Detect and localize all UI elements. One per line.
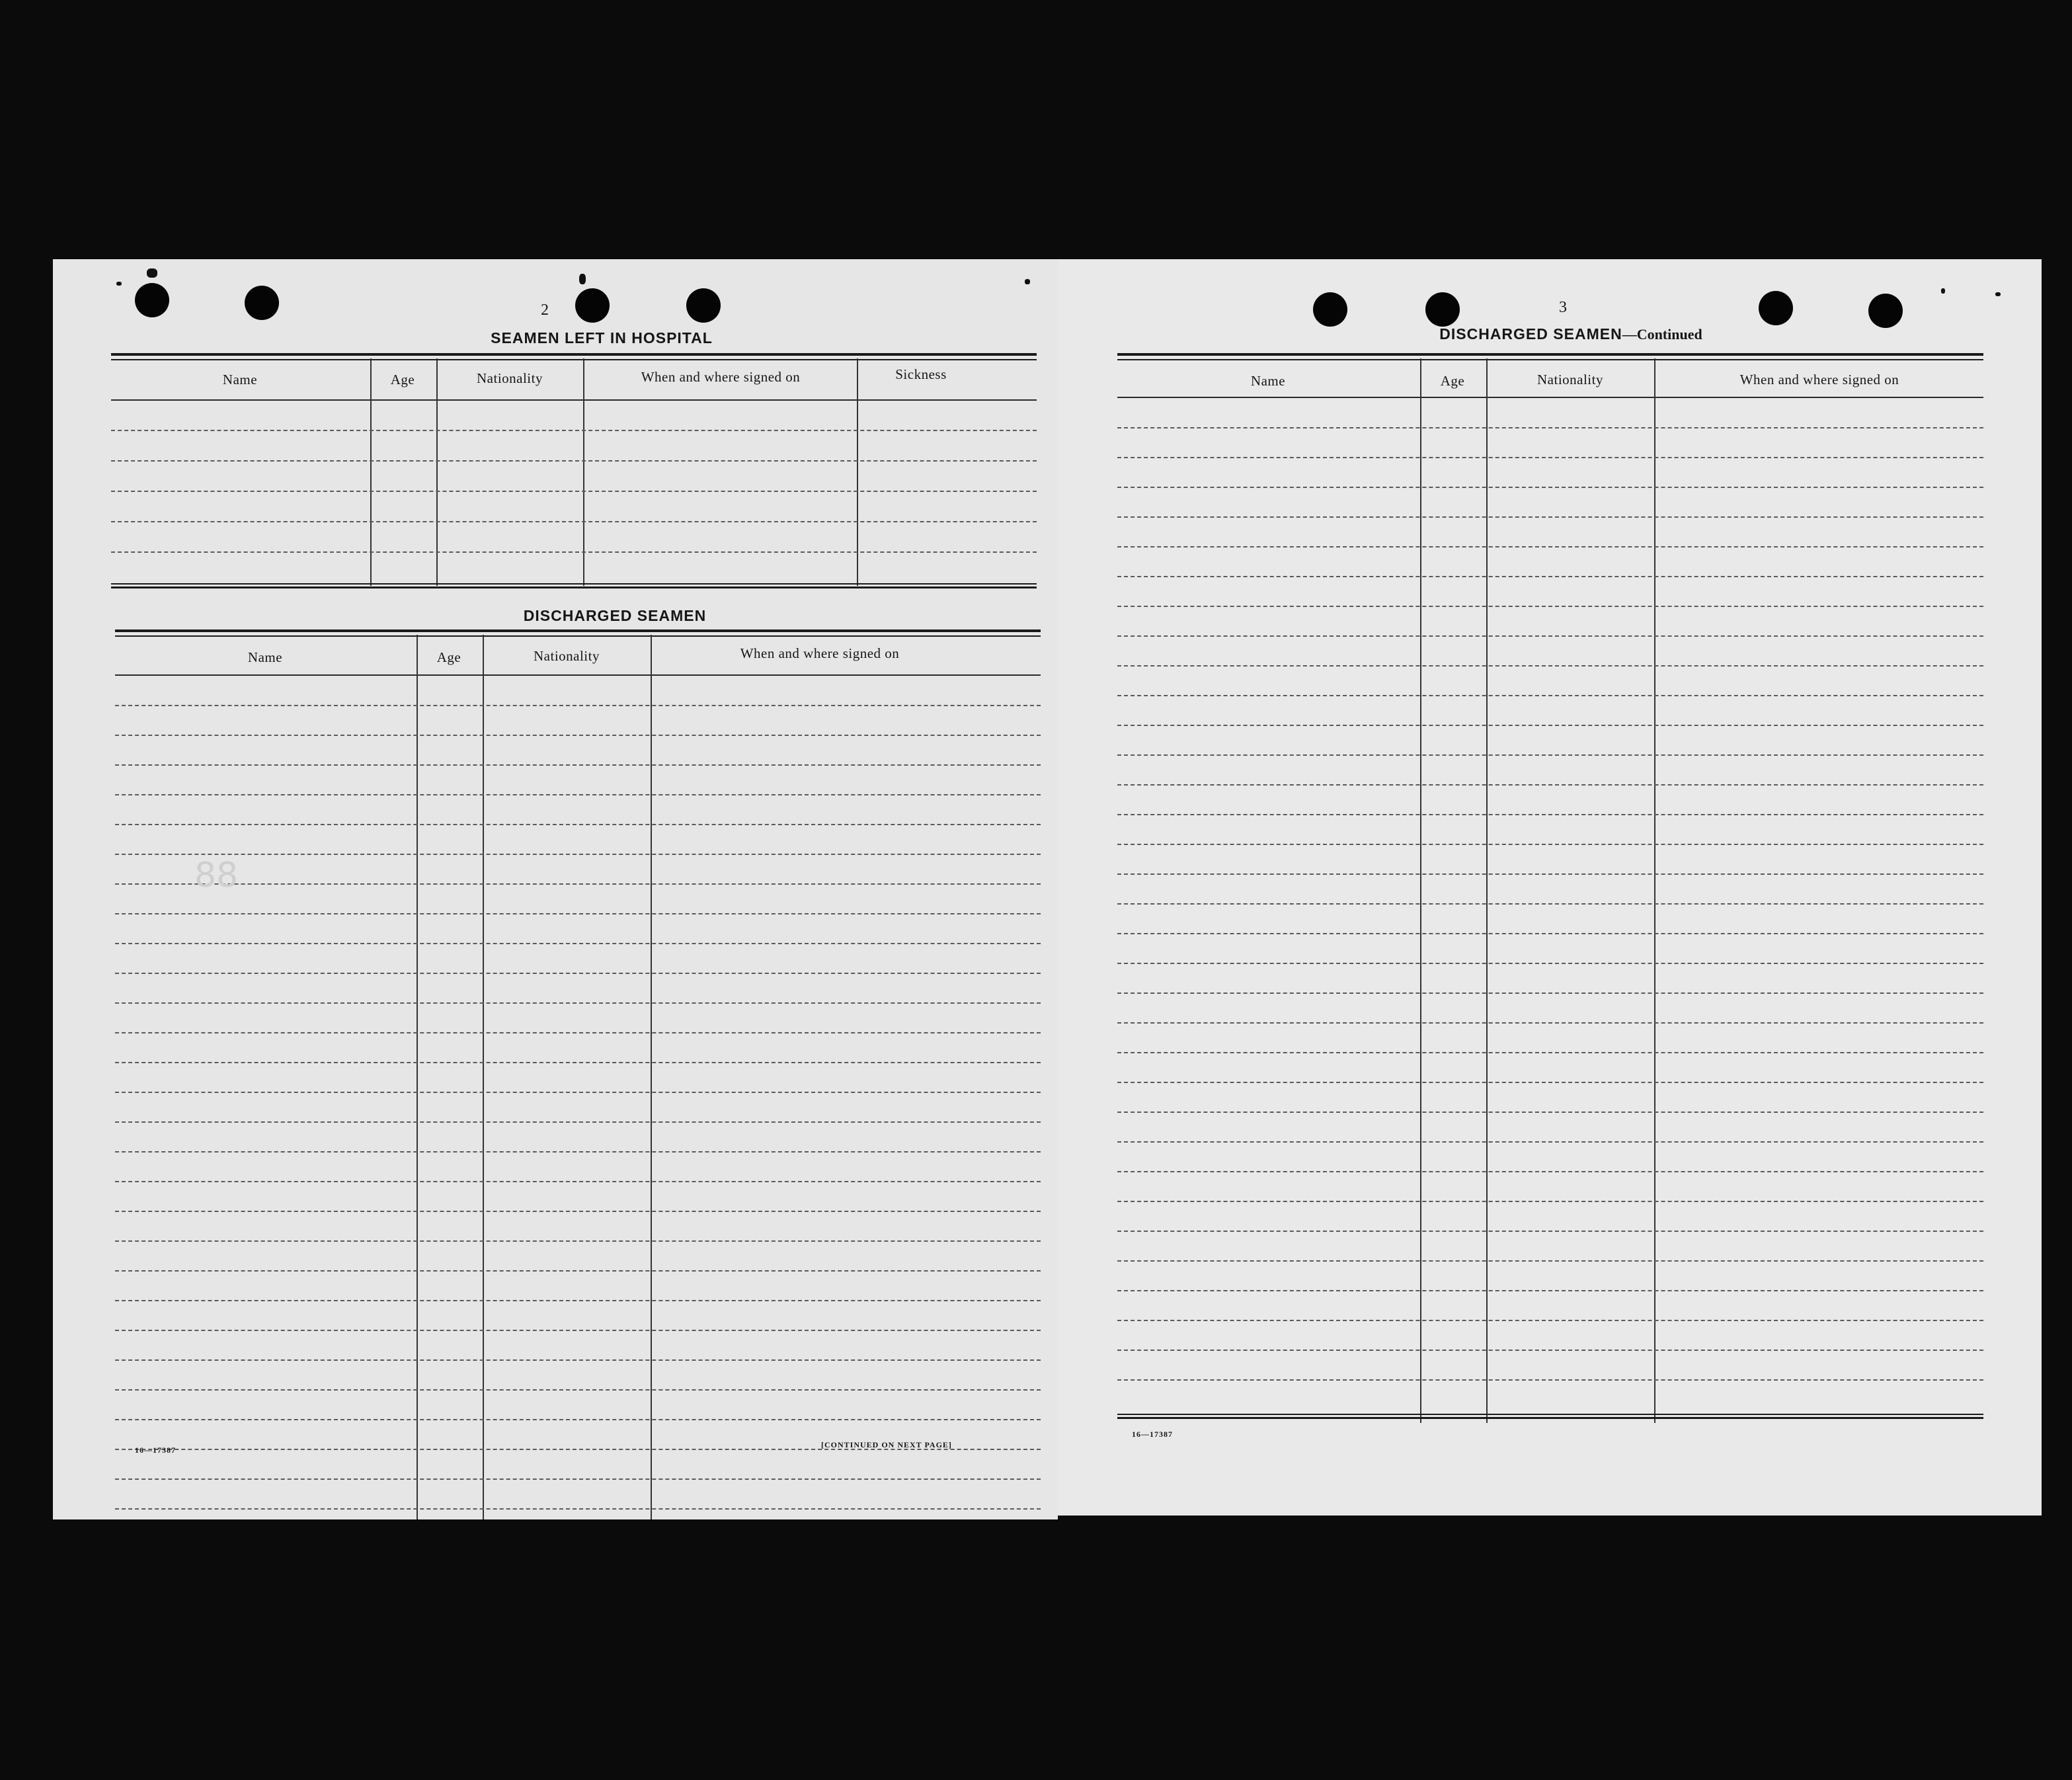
row-rule xyxy=(1117,635,1983,637)
row-rule xyxy=(115,705,1041,706)
column-rule xyxy=(1420,358,1421,1423)
punch-hole xyxy=(1313,292,1347,327)
paper-speck xyxy=(1941,288,1945,294)
row-rule xyxy=(111,521,1037,522)
punch-hole xyxy=(686,288,721,323)
right-page xyxy=(1058,259,2042,1516)
row-rule xyxy=(1117,695,1983,696)
row-rule xyxy=(115,1419,1041,1420)
form-number: 16—17387 xyxy=(1132,1430,1173,1439)
row-rule xyxy=(1117,844,1983,845)
column-header-name: Name xyxy=(247,649,283,665)
page-number: 2 xyxy=(541,302,549,319)
row-rule xyxy=(115,1389,1041,1391)
row-rule xyxy=(115,794,1041,795)
paper-speck xyxy=(579,274,586,284)
punch-hole xyxy=(245,286,279,320)
table-bottom-rule xyxy=(1117,1414,1983,1419)
row-rule xyxy=(115,1062,1041,1063)
row-rule xyxy=(115,1508,1041,1510)
row-rule xyxy=(1117,1201,1983,1202)
punch-hole xyxy=(1868,294,1903,328)
row-rule xyxy=(111,491,1037,492)
row-rule xyxy=(1117,963,1983,964)
row-rule xyxy=(115,1032,1041,1033)
row-rule xyxy=(1117,903,1983,905)
row-rule xyxy=(1117,457,1983,458)
row-rule xyxy=(115,824,1041,825)
row-rule xyxy=(115,973,1041,974)
row-rule xyxy=(1117,1082,1983,1083)
row-rule xyxy=(115,1181,1041,1182)
row-rule xyxy=(115,1478,1041,1480)
punch-hole xyxy=(575,288,610,323)
table-top-rule xyxy=(111,353,1037,360)
column-header-signed-on: When and where signed on xyxy=(740,645,900,661)
continued-note: [CONTINUED ON NEXT PAGE] xyxy=(821,1440,952,1449)
row-rule xyxy=(1117,487,1983,488)
column-header-nationality: Nationality xyxy=(477,370,543,386)
column-rule xyxy=(483,635,484,1519)
discharged-continued-table xyxy=(1117,353,1983,1424)
header-rule xyxy=(111,399,1037,401)
row-rule xyxy=(1117,784,1983,786)
row-rule xyxy=(111,551,1037,553)
column-header-age: Age xyxy=(1440,373,1465,389)
row-rule xyxy=(1117,576,1983,577)
header-rule xyxy=(115,674,1041,676)
row-rule xyxy=(115,764,1041,766)
column-header-nationality: Nationality xyxy=(534,648,600,664)
row-rule xyxy=(115,1121,1041,1123)
row-rule xyxy=(115,1300,1041,1301)
row-rule xyxy=(115,854,1041,855)
table-bottom-rule xyxy=(111,583,1037,588)
column-header-name: Name xyxy=(222,372,258,387)
row-rule xyxy=(115,1359,1041,1361)
row-rule xyxy=(1117,1379,1983,1381)
column-header-nationality: Nationality xyxy=(1537,372,1603,387)
paper-speck xyxy=(147,268,157,278)
row-rule xyxy=(1117,1112,1983,1113)
row-rule xyxy=(115,913,1041,914)
hospital-table xyxy=(111,353,1037,591)
row-rule xyxy=(1117,516,1983,518)
row-rule xyxy=(115,1240,1041,1242)
row-rule xyxy=(1117,427,1983,428)
column-header-name: Name xyxy=(1250,373,1286,389)
column-header-age: Age xyxy=(436,649,461,665)
paper-speck xyxy=(1025,279,1030,284)
punch-hole xyxy=(135,283,169,317)
page-number: 3 xyxy=(1559,299,1567,316)
paper-speck xyxy=(116,282,122,286)
table-top-rule xyxy=(1117,353,1983,360)
row-rule xyxy=(1117,1052,1983,1053)
row-rule xyxy=(1117,1141,1983,1143)
faint-pencil-mark: 88 xyxy=(194,856,239,895)
title-main: DISCHARGED SEAMEN xyxy=(1439,325,1622,343)
row-rule xyxy=(1117,1022,1983,1024)
punch-hole xyxy=(1425,292,1460,327)
table-top-rule xyxy=(115,629,1041,637)
row-rule xyxy=(1117,933,1983,934)
column-rule xyxy=(651,635,652,1519)
discharged-continued-title xyxy=(1287,325,1855,343)
column-rule xyxy=(1654,358,1655,1423)
row-rule xyxy=(111,460,1037,462)
row-rule xyxy=(115,1002,1041,1004)
row-rule xyxy=(1117,1350,1983,1351)
row-rule xyxy=(1117,1231,1983,1232)
column-header-sickness: Sickness xyxy=(895,366,947,382)
row-rule xyxy=(115,1151,1041,1153)
row-rule xyxy=(1117,754,1983,756)
row-rule xyxy=(1117,992,1983,994)
row-rule xyxy=(1117,606,1983,607)
row-rule xyxy=(1117,814,1983,815)
header-rule xyxy=(1117,397,1983,398)
form-number: 16—17387 xyxy=(135,1445,176,1455)
left-page xyxy=(53,259,1058,1519)
paper-speck xyxy=(1995,292,2001,296)
row-rule xyxy=(115,883,1041,885)
row-rule xyxy=(115,735,1041,736)
row-rule xyxy=(1117,1171,1983,1172)
column-header-signed-on: When and where signed on xyxy=(1739,372,1899,387)
column-header-signed-on: When and where signed on xyxy=(641,369,801,385)
row-rule xyxy=(1117,1320,1983,1321)
hospital-section-title: SEAMEN LEFT IN HOSPITAL xyxy=(491,329,713,346)
row-rule xyxy=(115,943,1041,944)
column-rule xyxy=(1486,358,1488,1423)
row-rule xyxy=(1117,665,1983,667)
row-rule xyxy=(111,430,1037,431)
row-rule xyxy=(115,1330,1041,1331)
row-rule xyxy=(1117,873,1983,875)
row-rule xyxy=(1117,1260,1983,1262)
row-rule xyxy=(115,1211,1041,1212)
row-rule xyxy=(115,1092,1041,1093)
row-rule xyxy=(115,1270,1041,1272)
column-rule xyxy=(417,635,418,1519)
title-continued: —Continued xyxy=(1622,326,1702,343)
row-rule xyxy=(1117,546,1983,547)
column-header-age: Age xyxy=(390,372,415,387)
row-rule xyxy=(1117,725,1983,726)
punch-hole xyxy=(1759,291,1793,325)
discharged-table xyxy=(115,629,1041,1519)
discharged-section-title: DISCHARGED SEAMEN xyxy=(523,607,707,624)
row-rule xyxy=(1117,1290,1983,1291)
